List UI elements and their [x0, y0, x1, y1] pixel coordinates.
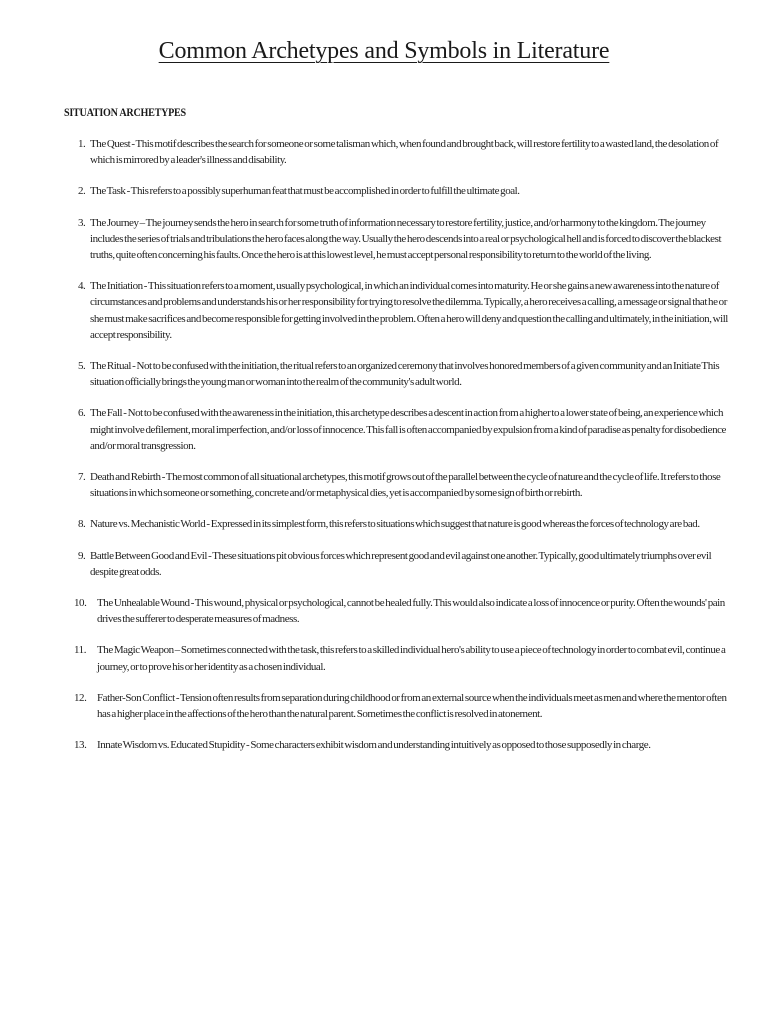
page-title	[0, 36, 768, 66]
list-item	[70, 405, 768, 454]
list-item	[70, 690, 768, 722]
item-number: 7.	[78, 471, 86, 484]
item-number: 9.	[78, 549, 86, 562]
item-number: 13.	[74, 739, 87, 752]
item-text: The Quest - This motif describes the search for someone or some talisman which, when found and brought back, will restore fertility to a wasted land, the desolation of which is mirrored by a leader's illness and disability.	[90, 138, 719, 167]
item-text: The Magic Weapon – Sometimes connected with the task, this refers to a skilled individual hero's ability to use a piece of technology in order to combat evil, continue a journey, or to prove his or her identity as a chosen individual.	[97, 644, 726, 673]
item-text: The Fall - Not to be confused with the awareness in the initiation, this archetype describes a descent in action from a higher to a lower state of being, an experience which might involve defilement, moral imperfection, and/or loss of innocence. This fall is often accompanied by expulsion from a kind of paradise as penalty for disobedience and/or moral transgression.	[90, 407, 726, 452]
item-number: 12.	[74, 691, 87, 704]
item-number: 11.	[74, 644, 86, 657]
list-item	[70, 642, 768, 674]
list-item	[70, 737, 768, 753]
item-text: The Ritual - Not to be confused with the initiation, the ritual refers to an organized ceremony that involves honored members of a given community and an Initiate This situation officially brings the young man or woman into the realm of the community's adult world.	[90, 360, 720, 389]
title-text: Common Archetypes and Symbols in Literature	[158, 38, 610, 64]
list-item	[70, 183, 768, 199]
item-number: 6.	[78, 407, 86, 420]
item-number: 2.	[78, 185, 86, 198]
list-item	[70, 548, 768, 580]
item-number: 8.	[78, 518, 86, 531]
item-text: Innate Wisdom vs. Educated Stupidity - Some characters exhibit wisdom and understanding intuitively as opposed to those supposedly in charge.	[97, 739, 651, 752]
list-item	[70, 595, 768, 627]
item-text: The Initiation - This situation refers to a moment, usually psychological, in which an individual comes into maturity. He or she gains a new awareness into the nature of circumstances and problems and understands his or her responsibility for trying to resolve the dilemma. Typically, a hero receives a calling, a message or signal that he or she must make sacrifices and become responsible for getting involved in the problem. Often a hero will deny and question the calling and ultimately, in the initiation, will accept responsibility.	[90, 280, 728, 341]
item-text: The Journey – The journey sends the hero in search for some truth of information necessary to restore fertility, justice, and/or harmony to the kingdom. The journey includes the series of trials and tribulations the hero faces along the way. Usually the hero descends into a real or psychological hell and is forced to discover the blackest truths, quite often concerning his faults. Once the hero is at this lowest level, he must accept personal responsibility to return to the world of the living.	[90, 216, 722, 262]
item-number: 10.	[74, 597, 87, 610]
item-number: 1.	[78, 138, 86, 150]
list-item	[70, 136, 768, 168]
item-text: The Task - This refers to a possibly superhuman feat that must be accomplished in order to fulfill the ultimate goal.	[90, 185, 520, 198]
item-number: 4.	[78, 280, 86, 293]
section-heading: SITUATION ARCHETYPES	[64, 107, 186, 119]
list-item	[70, 278, 768, 343]
item-text: The Unhealable Wound - This wound, physical or psychological, cannot be healed fully. This would also indicate a loss of innocence or purity. Often the wounds' pain drives the sufferer to desperate measures of madness.	[97, 597, 725, 626]
item-text: Battle Between Good and Evil - These situations pit obvious forces which represent good and evil against one another. Typically, good ultimately triumphs over evil despite great odds.	[90, 549, 712, 578]
list-item	[70, 215, 768, 264]
item-text: Death and Rebirth - The most common of all situational archetypes, this motif grows out of the parallel between the cycle of nature and the cycle of life. It refers to those situations in which someone or something, concrete and/or metaphysical dies, yet is accompanied by some sign of birth or rebirth.	[90, 471, 721, 500]
list-item	[70, 358, 768, 390]
item-number: 5.	[78, 360, 86, 373]
item-text: Nature vs. Mechanistic World - Expressed in its simplest form, this refers to situations which suggest that nature is good whereas the forces of technology are bad.	[90, 518, 700, 531]
list-item	[70, 469, 768, 501]
item-number: 3.	[78, 216, 86, 229]
item-text: Father-Son Conflict - Tension often results from separation during childhood or from an external source when the individuals meet as men and where the mentor often has a higher place in the affections of the hero than the natural parent. Sometimes the conflict is resolved in atonement.	[97, 691, 727, 721]
list-item	[70, 516, 768, 532]
archetype-list	[70, 136, 768, 753]
